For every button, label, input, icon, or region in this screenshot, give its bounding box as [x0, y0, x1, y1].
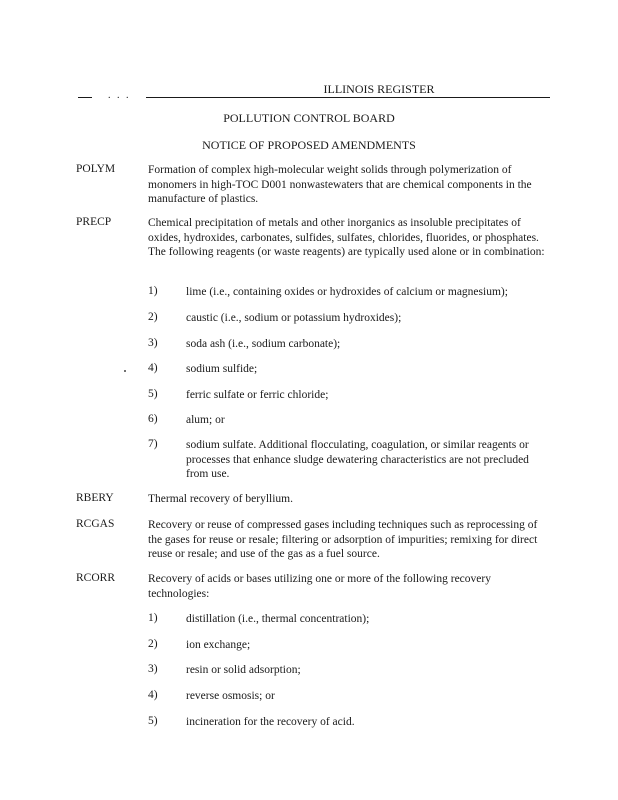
list-item-text: caustic (i.e., sodium or potassium hydroxides);: [186, 312, 402, 324]
entry-text-precp: Chemical precipitation of metals and other inorganics as insoluble precipitates of oxides, hydroxides, carbonates, sulfides, sulfates, chlorides, fluorides, or phosphates. The following reagents (or waste reagents) are typically used alone or in combination:: [148, 217, 545, 258]
entry-code-rcgas: RCGAS: [76, 518, 115, 530]
register-header: [78, 82, 550, 101]
header-rule: [78, 97, 550, 98]
entry-code-rbery: RBERY: [76, 492, 114, 504]
list-item-number: 6): [148, 413, 158, 425]
entry-code-precp: PRECP: [76, 216, 112, 228]
entry-code-polym: POLYM: [76, 163, 116, 175]
list-item-number: 3): [148, 663, 158, 675]
list-item-text: lime (i.e., containing oxides or hydroxides of calcium or magnesium);: [186, 286, 508, 298]
list-item-text: sodium sulfide;: [186, 363, 258, 375]
header-dots: . . .: [108, 90, 131, 101]
notice-title: NOTICE OF PROPOSED AMENDMENTS: [202, 138, 416, 152]
list-item-number: 1): [148, 285, 158, 297]
list-item-number: 2): [148, 311, 158, 323]
list-item-text: ferric sulfate or ferric chloride;: [186, 389, 329, 401]
list-item-text: reverse osmosis; or: [186, 690, 275, 702]
list-item-number: 2): [148, 638, 158, 650]
entry-text-polym: Formation of complex high-molecular weight solids through polymerization of monomers in high-TOC D001 nonwastewaters that are chemical components in the manufacture of plastics.: [148, 164, 532, 205]
entry-text-rcgas: Recovery or reuse of compressed gases including techniques such as reprocessing of the gases for reuse or resale; filtering or adsorption of impurities; remixing for direct reuse or resale; and use of the gas as a fuel source.: [148, 519, 538, 560]
list-item-text: distillation (i.e., thermal concentration);: [186, 613, 370, 625]
list-item-text: alum; or: [186, 414, 225, 426]
list-item-text: soda ash (i.e., sodium carbonate);: [186, 338, 341, 350]
list-item-number: 4): [148, 689, 158, 701]
entry-text-rbery: Thermal recovery of beryllium.: [148, 493, 293, 505]
list-item-text: incineration for the recovery of acid.: [186, 716, 355, 728]
entry-text-rcorr: Recovery of acids or bases utilizing one or more of the following recovery technologies:: [148, 573, 491, 600]
list-item-number: 5): [148, 388, 158, 400]
entry-code-rcorr: RCORR: [76, 572, 115, 584]
list-item-number: 7): [148, 438, 158, 450]
list-item-number: 3): [148, 337, 158, 349]
list-item-text: resin or solid adsorption;: [186, 664, 301, 676]
list-item-number: 1): [148, 612, 158, 624]
register-title: ILLINOIS REGISTER: [323, 82, 435, 96]
board-title: POLLUTION CONTROL BOARD: [223, 111, 395, 125]
list-item-text: sodium sulfate. Additional flocculating, coagulation, or similar reagents or processes that enhance sludge dewatering characteristics are not precluded from use.: [186, 439, 529, 480]
list-item-number: 5): [148, 715, 158, 727]
list-item-text: ion exchange;: [186, 639, 251, 651]
list-item-number: 4): [148, 362, 158, 374]
stray-mark: [124, 370, 126, 372]
